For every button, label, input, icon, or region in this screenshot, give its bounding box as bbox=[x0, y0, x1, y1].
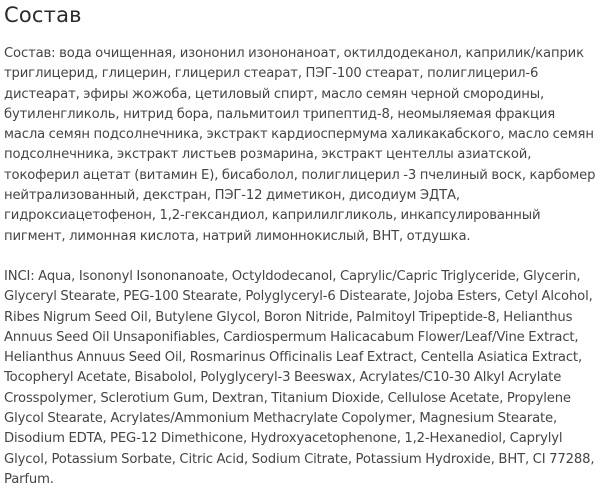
composition-russian-text: Состав: вода очищенная, изононил изононаноат, октилдодеканол, каприлик/каприк триглицерид, глицерин, глицерил стеарат, ПЭГ-100 стеарат, полиглицерил-6 дистеарат, эфиры жожоба, цетиловый спирт, масло семян черной смородины, бутиленгликоль, нитрид бора, пальмитоил трипептид-8, неомыляемая фракция масла семян подсолнечника, экстракт кардиоспермума халикакабского, масло семян подсолнечника, экстракт листьев розмарина, экстракт центеллы азиатской, токоферил ацетат (витамин Е), бисаболол, полиглицерил -3 пчелиный воск, карбомер нейтрализованный, декстран, ПЭГ-12 диметикон, дисодиум ЭДТА, гидроксиацетофенон, 1,2-гександиол, каприлилгликоль, инкапсулированный пигмент, лимонная кислота, натрий лимоннокислый, BHT, отдушка. bbox=[4, 46, 596, 244]
composition-inci-text: INCI: Aqua, Isononyl Isononanoate, Octyldodecanol, Caprylic/Capric Triglyceride, Glycerin, Glyceryl Stearate, PEG-100 Stearate, Polyglyceryl-6 Distearate, Jojoba Esters, Cetyl Alcohol, Ribes Nigrum Seed Oil, Butylene Glycol, Boron Nitride, Palmitoyl Tripeptide-8, Helianthus Annuus Seed Oil Unsaponifiables, Cardiospermum Halicacabum Flower/Leaf/Vine Extract, Helianthus Annuus Seed Oil, Rosmarinus Officinalis Leaf Extract, Centella Asiatica Extract, Tocopheryl Acetate, Bisabolol, Polyglyceryl-3 Beeswax, Acrylates/C10-30 Alkyl Acrylate Crosspolymer, Sclerotium Gum, Dextran, Titanium Dioxide, Cellulose Acetate, Propylene Glycol Stearate, Acrylates/Ammonium Methacrylate Copolymer, Magnesium Stearate, Disodium EDTA, PEG-12 Dimethicone, Hydroxyacetophenone, 1,2-Hexanediol, Caprylyl Glycol, Potassium Sorbate, Citric Acid, Sodium Citrate, Potassium Hydroxide, BHT, CI 77288, Parfum. bbox=[4, 268, 595, 487]
section-title: Состав bbox=[4, 3, 82, 27]
